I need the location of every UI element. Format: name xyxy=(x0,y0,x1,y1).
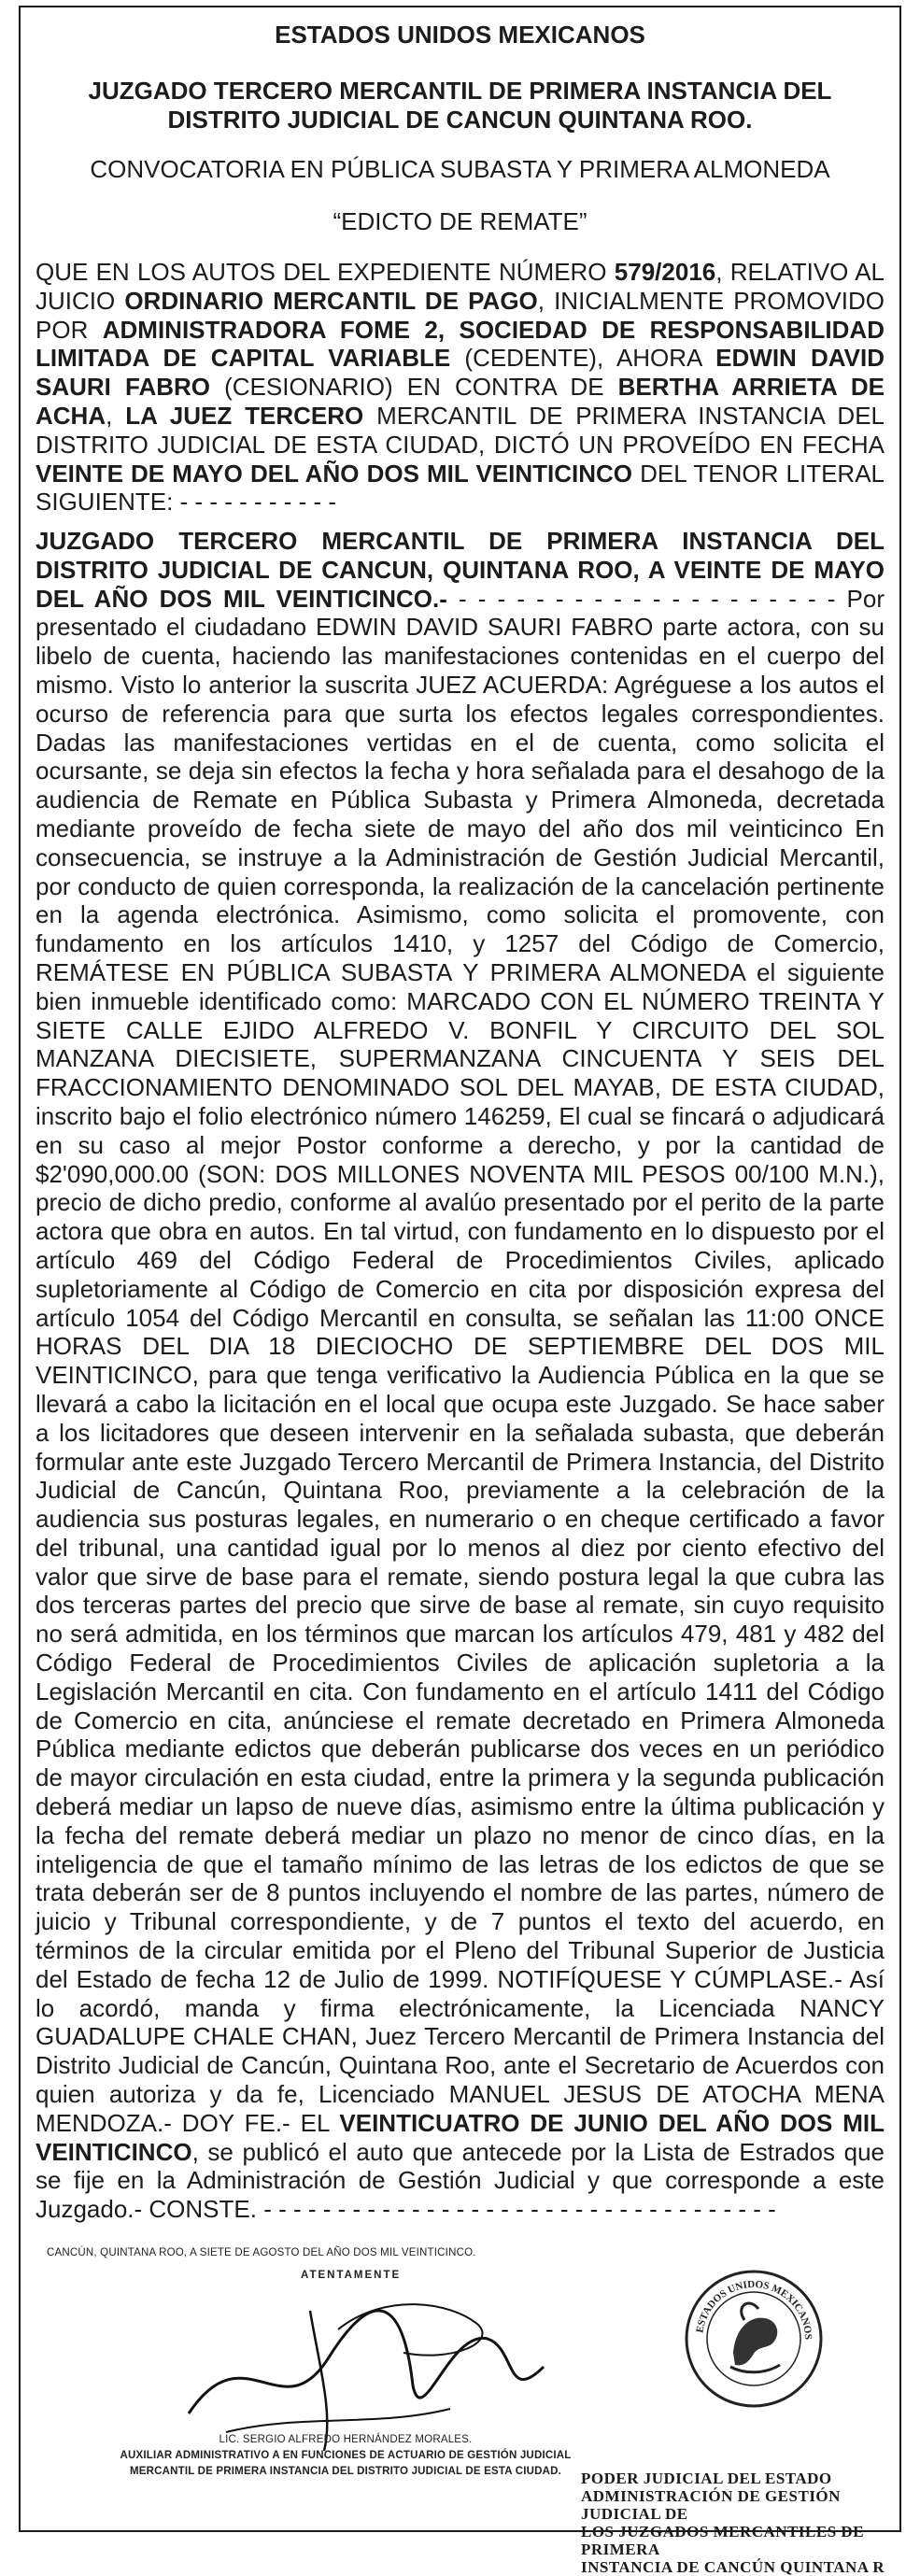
order-heading: JUZGADO TERCERO MERCANTIL DE PRIMERA INSTANCIA DEL DISTRITO JUDICIAL DE CANCUN, QUINTANA ROO, A VEINTE DE MAYO DEL AÑO DOS MIL VEINTICINCO.- xyxy=(35,527,885,613)
order-date: VEINTE DE MAYO DEL AÑO DOS MIL VEINTICINCO xyxy=(35,459,633,488)
edict-title: “EDICTO DE REMATE” xyxy=(333,207,587,235)
order-body-1: Por presentado el ciudadano EDWIN DAVID SAURI FABRO parte actora, con su libelo de cuenta, haciendo las manifestaciones contenidas en el cuerpo del mismo. Visto lo anterior la suscrita JUEZ ACUERDA: Agréguese a los autos el ocurso de referencia para que surta los efectos legales correspondientes. Dadas las manifestaciones vertidas en el de cuenta, como solicita el ocursante, se deja sin efectos la fecha y hora señalada para el desahogo de la audiencia de Remate en Pública Subasta y Primera Almoneda, decretada mediante proveído de fecha siete de mayo del año dos mil veinticinco En consecuencia, se instruye a la Administración de Gestión Judicial Mercantil, por conducto de quien corresponda, la realización de la cancelación pertinente en la agenda electrónica. Asimismo, como solicita el promovente, con fundamento en los artículos 1410, y 1257 del Código de Comercio, REMÁTESE EN PÚBLICA SUBASTA Y PRIMERA ALMONEDA el siguiente bien inmueble identificado como: MARCADO CON EL NÚMERO TREINTA Y SIETE CALLE EJIDO ALFREDO V. BONFIL Y CIRCUITO DEL SOL MANZANA DIECISIETE, SUPERMANZANA CINCUENTA Y SEIS DEL FRACCIONAMIENTO DENOMINADO SOL DEL MAYAB, DE ESTA CIUDAD, inscrito bajo el folio electrónico número 146259, El cual se fincará o adjudicará en su caso al mejor Postor conforme a derecho, y por la cantidad de $2'090,000.00 (SON: DOS MILLONES NOVENTA MIL PESOS 00/100 M.N.), precio de dicho predio, conforme al avalúo presentado por el perito de la parte actora que obra en autos. En tal virtud, con fundamento en lo dispuesto por el artículo 469 del Código Federal de Procedimientos Civiles, aplicado supletoriamente al Código de Comercio en cita por disposición expresa del artículo 1054 del Código Mercantil en consulta, se señalan las 11:00 ONCE HORAS DEL DIA 18 DIECIOCHO DE SEPTIEMBRE DEL DOS MIL VEINTICINCO, para que tenga verificativo la Audiencia Pública en la que se llevará a cabo la licitación en el local que ocupa este Juzgado. Se hace saber a los licitadores que deseen intervenir en la señalada subasta, que deberán formular ante este Juzgado Tercero Mercantil de Primera Instancia, del Distrito Judicial de Cancún, Quintana Roo, previamente a la celebración de la audiencia sus posturas legales, en numerario o en cheque certificado a favor del tribunal, una cantidad igual por lo menos al diez por ciento efectivo del valor que sirve de base para el remate, siendo postura legal la que cubra las dos terceras partes del precio que sirve de base al remate, sin cuyo requisito no será admitida, en los términos que marcan los artículos 479, 481 y 482 del Código Federal de Procedimientos Civiles de aplicación supletoria a la Legislación Mercantil en cita. Con fundamento en el artículo 1411 del Código de Comercio en cita, anúnciese el remate decretado en Primera Almoneda Pública mediante edictos que deberán publicarse dos veces en un periódico de mayor circulación en esta ciudad, entre la primera y la segunda publicación deberá mediar un lapso de nueve días, asimismo entre la última publicación y la fecha del remate deberá mediar un plazo no menor de cinco días, en la inteligencia de que el tamaño mínimo de las letras de los edictos de que se trata deberán ser de 8 puntos incluyendo el nombre de las partes, número de juicio y Tribunal correspondiente, y de 7 puntos el texto del acuerdo, en términos de la circular emitida por el Pleno del Tribunal Superior de Justicia del Estado de fecha 12 de Julio de 1999. NOTIFÍQUESE Y CÚMPLASE.- Así lo acordó, manda y firma electrónicamente, la Licenciada NANCY GUADALUPE CHALE CHAN, Juez Tercero Mercantil de Primera Instancia del Distrito Judicial de Cancún, Quintana Roo, ante el Secretario de Acuerdos con quien autoriza y da fe, Licenciado MANUEL JESUS DE ATOCHA MENA MENDOZA.- DOY FE.- EL xyxy=(35,584,885,2137)
seal-caption: ESTADOS UNIDOS MEXICANOS xyxy=(694,2278,814,2341)
mexican-coat-of-arms-seal xyxy=(679,2264,828,2413)
intro-text-3: , INICIALMENTE PROMOVIDO POR xyxy=(35,286,885,344)
intro-text-8: DEL TENOR LITERAL SIGUIENTE: - - - - - - - - - - - xyxy=(35,459,885,517)
publication-date: VEINTICUATRO DE JUNIO DEL AÑO DOS MIL VEINTICINCO xyxy=(35,2108,885,2166)
stamp-line3: LOS JUZGADOS MERCANTILES DE PRIMERA xyxy=(581,2523,865,2558)
defendant-name: BERTHA ARRIETA DE ACHA xyxy=(35,373,885,430)
signer-role-line1: AUXILIAR ADMINISTRATIVO A EN FUNCIONES DE ACTUARIO DE GESTIÓN JUDICIAL xyxy=(120,2450,572,2461)
assignee-name: EDWIN DAVID SAURI FABRO xyxy=(35,344,885,402)
intro-text-5: (CESIONARIO) EN CONTRA DE xyxy=(210,373,618,402)
edict-page xyxy=(19,6,901,2576)
intro-text-1: QUE EN LOS AUTOS DEL EXPEDIENTE NÚMERO xyxy=(35,258,615,286)
signer-name: LIC. SERGIO ALFREDO HERNÁNDEZ MORALES. xyxy=(219,2434,473,2445)
intro-text-2: , RELATIVO AL JUICIO xyxy=(35,258,885,315)
intro-text-7: MERCANTIL DE PRIMERA INSTANCIA DEL DISTRITO JUDICIAL DE ESTA CIUDAD, DICTÓ UN PROVEÍDO EN FECHA xyxy=(35,401,885,459)
judge-title: LA JUEZ TERCERO xyxy=(125,401,364,430)
plaintiff-name: ADMINISTRADORA FOME 2, SOCIEDAD DE RESPONSABILIDAD LIMITADA DE CAPITAL VARIABLE xyxy=(35,315,885,373)
country-heading: ESTADOS UNIDOS MEXICANOS xyxy=(275,21,645,49)
convocation-title: CONVOCATORIA EN PÚBLICA SUBASTA Y PRIMERA ALMONEDA xyxy=(90,155,830,183)
court-heading-line2: DISTRITO JUDICIAL DE CANCUN QUINTANA ROO. xyxy=(167,106,753,134)
signature-footer xyxy=(21,2236,899,2576)
court-heading-line1: JUZGADO TERCERO MERCANTIL DE PRIMERA INSTANCIA DEL xyxy=(88,77,832,105)
intro-text-6: , xyxy=(106,401,126,430)
signer-block xyxy=(47,2432,644,2480)
intro-text-4: (CEDENTE), AHORA xyxy=(450,344,716,373)
signer-role-line2: MERCANTIL DE PRIMERA INSTANCIA DEL DISTRITO JUDICIAL DE ESTA CIUDAD. xyxy=(129,2466,562,2477)
court-heading xyxy=(21,77,899,134)
stamp-line2: ADMINISTRACIÓN DE GESTIÓN JUDICIAL DE xyxy=(581,2487,841,2523)
order-body-2: , se publicó el auto que antecede por la Lista de Estrados que se fije en la Administración de Gestión Judicial y que corresponde a este Juzgado.- CONSTE. - - - - - - - - - - - - - - - - - - - - - - - - - - - - - - - - - - - xyxy=(35,2137,885,2224)
intro-paragraph xyxy=(35,258,885,517)
order-paragraph xyxy=(35,527,885,2224)
stamp-line1: PODER JUDICIAL DEL ESTADO xyxy=(581,2470,832,2487)
order-heading-dashes: - - - - - - - - - - - - - - - - - - - - xyxy=(446,584,836,613)
case-number: 579/2016 xyxy=(614,258,716,286)
closing-word: ATENTAMENTE xyxy=(301,2270,402,2281)
footer-city-date: CANCÚN, QUINTANA ROO, A SIETE DE AGOSTO DEL AÑO DOS MIL VEINTICINCO. xyxy=(47,2247,476,2258)
stamp-line4: INSTANCIA DE CANCÚN QUINTANA R xyxy=(581,2558,885,2576)
trial-type: ORDINARIO MERCANTIL DE PAGO xyxy=(124,286,538,315)
court-stamp xyxy=(581,2470,899,2576)
